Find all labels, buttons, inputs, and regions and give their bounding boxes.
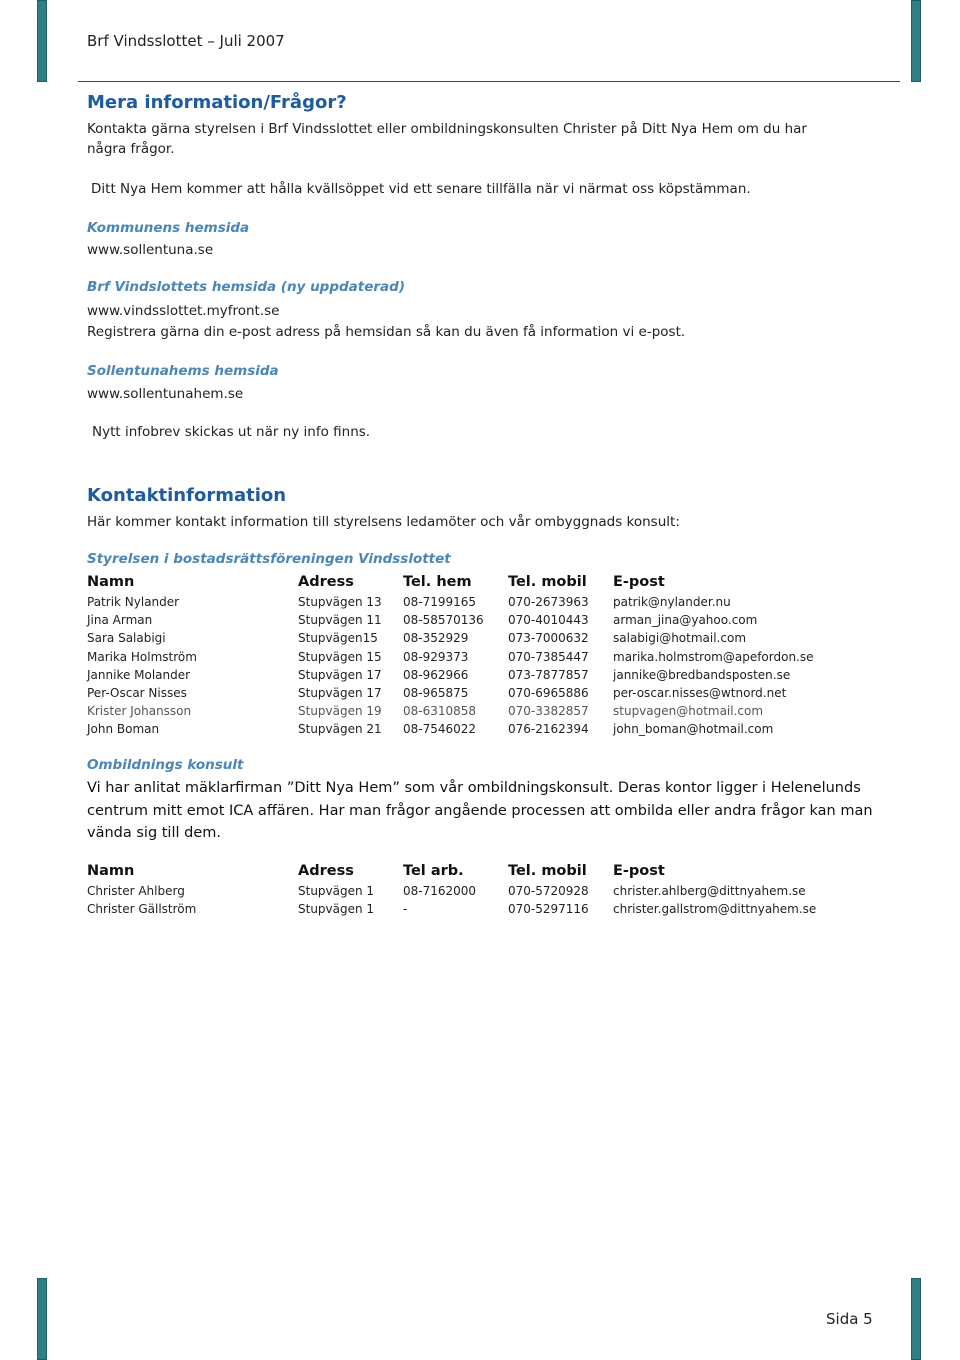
board-table-header <box>87 571 814 593</box>
link-url-kommun[interactable]: www.sollentuna.se <box>87 242 214 258</box>
table-row <box>87 900 816 918</box>
meeting-note: Ditt Nya Hem kommer att hålla kvällsöppet vid ett senare tillfälla när vi närmat oss köpstämman. <box>91 181 751 197</box>
cell-name: Sara Salabigi <box>87 631 166 646</box>
link-url-brf[interactable]: www.vindsslottet.myfront.se <box>87 303 280 319</box>
table-row <box>87 666 814 684</box>
header-divider <box>78 81 900 82</box>
cell-phone-mobile: 073-7000632 <box>508 631 589 646</box>
cell-address: Stupvägen 17 <box>298 667 382 682</box>
cell-email[interactable]: john_boman@hotmail.com <box>613 722 774 737</box>
cell-email[interactable]: per-oscar.nisses@wtnord.net <box>613 686 787 701</box>
contact-heading: Kontaktinformation <box>87 485 287 506</box>
cell-name: Christer Gällström <box>87 902 197 917</box>
cell-address: Stupvägen 1 <box>298 884 375 899</box>
cell-email[interactable]: marika.holmstrom@apefordon.se <box>613 649 814 664</box>
cell-address: Stupvägen 19 <box>298 704 382 719</box>
cell-email[interactable]: stupvagen@hotmail.com <box>613 704 764 719</box>
table-row <box>87 702 814 720</box>
col-header-address: Adress <box>298 863 354 879</box>
table-row <box>87 629 814 647</box>
table-row <box>87 648 814 666</box>
col-header-phone-mobile: Tel. mobil <box>508 574 587 590</box>
cell-name: Per-Oscar Nisses <box>87 686 187 701</box>
cell-address: Stupvägen 13 <box>298 595 382 610</box>
link-note-brf: Registrera gärna din e-post adress på hemsidan så kan du även få information vi e-post. <box>87 324 686 340</box>
link-title-kommun: Kommunens hemsida <box>87 220 250 236</box>
board-title: Styrelsen i bostadsrättsföreningen Vindsslottet <box>87 551 451 567</box>
right-bottom-accent-bar <box>911 1278 921 1360</box>
col-header-address: Adress <box>298 574 354 590</box>
cell-phone-home: 08-929373 <box>403 649 469 664</box>
left-bottom-accent-bar <box>37 1278 47 1360</box>
more-info-intro-line2: några frågor. <box>87 141 175 157</box>
right-top-accent-bar <box>911 0 921 82</box>
cell-address: Stupvägen 17 <box>298 686 382 701</box>
cell-name: Patrik Nylander <box>87 595 180 610</box>
cell-address: Stupvägen 11 <box>298 613 382 628</box>
cell-phone-mobile: 070-5297116 <box>508 902 589 917</box>
col-header-phone-mobile: Tel. mobil <box>508 863 587 879</box>
col-header-phone-work: Tel arb. <box>403 863 464 879</box>
cell-phone-home: 08-58570136 <box>403 613 484 628</box>
cell-email[interactable]: arman_jina@yahoo.com <box>613 613 758 628</box>
cell-address: Stupvägen 1 <box>298 902 375 917</box>
left-top-accent-bar <box>37 0 47 82</box>
cell-name: Krister Johansson <box>87 704 192 719</box>
header-title: Brf Vindsslottet – Juli 2007 <box>87 32 285 50</box>
col-header-name: Namn <box>87 863 135 879</box>
col-header-email: E-post <box>613 574 665 590</box>
cell-phone-home: 08-7546022 <box>403 722 477 737</box>
cell-phone-home: 08-965875 <box>403 686 469 701</box>
col-header-phone-home: Tel. hem <box>403 574 472 590</box>
board-table <box>87 571 814 739</box>
table-row <box>87 882 816 900</box>
more-info-intro-line1: Kontakta gärna styrelsen i Brf Vindsslottet eller ombildningskonsulten Christer på Ditt Nya Hem om du har <box>87 121 807 137</box>
cell-address: Stupvägen 21 <box>298 722 382 737</box>
contact-intro: Här kommer kontakt information till styrelsens ledamöter och vår ombyggnads konsult: <box>87 514 680 530</box>
more-info-heading: Mera information/Frågor? <box>87 92 347 113</box>
consultant-table <box>87 860 816 918</box>
table-row <box>87 611 814 629</box>
link-title-brf: Brf Vindslottets hemsida (ny uppdaterad) <box>87 279 405 295</box>
newsletter-note: Nytt infobrev skickas ut när ny info finns. <box>92 424 371 440</box>
link-url-sollentunahem[interactable]: www.sollentunahem.se <box>87 386 244 402</box>
cell-phone-mobile: 070-6965886 <box>508 686 589 701</box>
cell-phone-work: 08-7162000 <box>403 884 477 899</box>
col-header-name: Namn <box>87 574 135 590</box>
cell-phone-home: 08-352929 <box>403 631 469 646</box>
consultant-text-line1: Vi har anlitat mäklarfirman ”Ditt Nya Hem” som vår ombildningskonsult. Deras kontor ligger i Helenelunds <box>87 780 861 796</box>
cell-email[interactable]: jannike@bredbandsposten.se <box>613 667 791 682</box>
table-row <box>87 593 814 611</box>
cell-phone-home: 08-962966 <box>403 667 469 682</box>
cell-email[interactable]: christer.ahlberg@dittnyahem.se <box>613 884 806 899</box>
cell-email[interactable]: patrik@nylander.nu <box>613 595 731 610</box>
cell-phone-home: 08-7199165 <box>403 595 477 610</box>
cell-email[interactable]: salabigi@hotmail.com <box>613 631 747 646</box>
table-row <box>87 684 814 702</box>
cell-name: Marika Holmström <box>87 649 197 664</box>
cell-email[interactable]: christer.gallstrom@dittnyahem.se <box>613 902 817 917</box>
cell-phone-work: - <box>403 902 408 917</box>
cell-name: Christer Ahlberg <box>87 884 185 899</box>
consultant-text-line3: vända sig till dem. <box>87 825 221 841</box>
cell-address: Stupvägen 15 <box>298 649 382 664</box>
cell-phone-mobile: 070-7385447 <box>508 649 589 664</box>
cell-phone-home: 08-6310858 <box>403 704 477 719</box>
col-header-email: E-post <box>613 863 665 879</box>
consultant-table-header <box>87 860 816 882</box>
cell-phone-mobile: 070-5720928 <box>508 884 589 899</box>
page-number: Sida 5 <box>826 1310 873 1328</box>
consultant-title: Ombildnings konsult <box>87 757 244 773</box>
table-row <box>87 720 814 738</box>
cell-name: Jina Arman <box>87 613 153 628</box>
cell-address: Stupvägen15 <box>298 631 378 646</box>
cell-phone-mobile: 076-2162394 <box>508 722 589 737</box>
link-title-sollentunahem: Sollentunahems hemsida <box>87 363 279 379</box>
consultant-text-line2: centrum mitt emot ICA affären. Har man frågor angående processen att ombilda eller andra frågor kan man <box>87 803 873 819</box>
cell-phone-mobile: 070-3382857 <box>508 704 589 719</box>
cell-phone-mobile: 070-2673963 <box>508 595 589 610</box>
cell-phone-mobile: 073-7877857 <box>508 667 589 682</box>
cell-phone-mobile: 070-4010443 <box>508 613 589 628</box>
cell-name: Jannike Molander <box>87 667 191 682</box>
cell-name: John Boman <box>87 722 160 737</box>
